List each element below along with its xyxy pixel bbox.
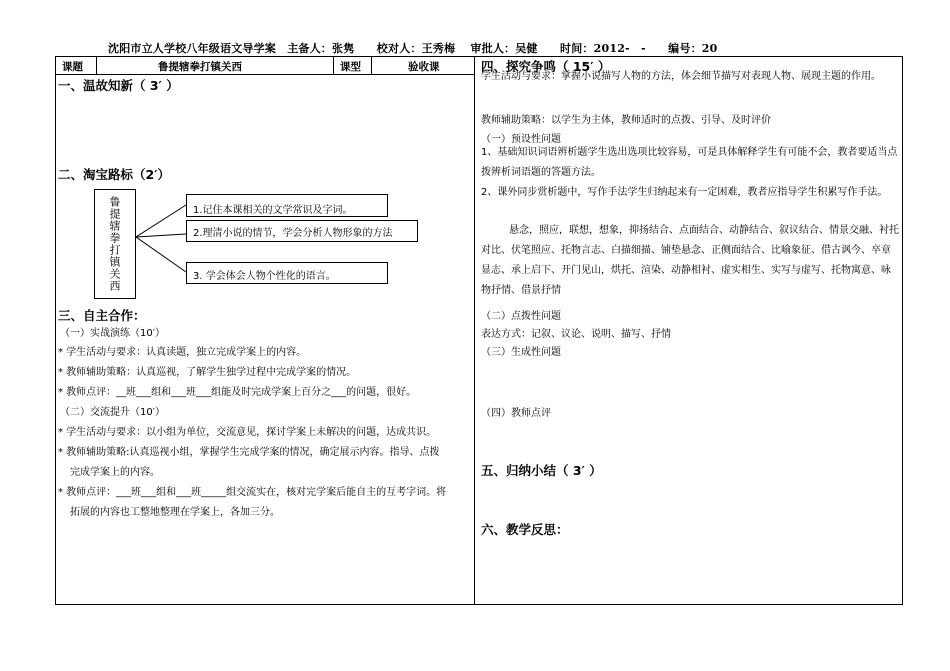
preset-questions-heading: （一）预设性问题	[481, 134, 561, 145]
diagram-item-1	[186, 194, 388, 217]
teacher-strategy: 教师辅助策略：以学生为主体，教师适时的点拨、引导、及时评价	[481, 115, 771, 126]
writing-techniques-list: 悬念，照应，联想，想象，抑扬结合、点面结合、动静结合、叙议结合、情景交融、衬托对比、伏笔照应、托物言志、白描细描、铺垫悬念、正侧面结合、比喻象征、借古讽今、卒章显志、承上启下、开门见山，烘托、渲染、动静相衬、虚实相生、实写与虚写、托物寓意、咏物抒情、借景抒情	[481, 225, 899, 296]
topic-label: 课题	[62, 61, 83, 73]
exchange-line-3: * 教师点评：___班___组和___班_____组交流实在，核对完学案后能自主的互考字词。将	[58, 487, 447, 498]
type-label: 课型	[340, 61, 361, 73]
table-left-border	[55, 56, 56, 605]
section-2-heading: 二、淘宝路标（2′）	[58, 167, 170, 182]
diagram-connectors	[136, 190, 188, 285]
topic-value: 鲁提辖拳打镇关西	[158, 61, 242, 73]
table-top-border	[55, 56, 902, 57]
practice-line-3: * 教师点评：__班___组和___班___组能及时完成学案上百分之___的问题，很好。	[58, 387, 417, 398]
guiding-questions-heading: （二）点拨性问题	[481, 311, 561, 322]
sub-heading-practice: （一）实战演练（10′）	[60, 328, 165, 339]
diagram-item-1-text: 1.记住本课相关的文学常识及字词。	[193, 205, 353, 216]
section-4-heading: 四、探究争鸣（ 15′ ）	[481, 59, 611, 74]
practice-line-1: * 学生活动与要求：认真读题，独立完成学案上的内容。	[58, 347, 307, 358]
exchange-line-2-cont: 完成学案上的内容。	[70, 467, 160, 478]
exchange-line-3-cont: 拓展的内容也工整地整理在学案上，各加三分。	[70, 507, 280, 518]
title-row-bottom-border	[55, 74, 475, 75]
table-right-border	[902, 56, 903, 605]
title-cell-divider-2	[333, 56, 334, 74]
teacher-comment-heading: （四）教师点评	[481, 408, 551, 419]
exchange-line-1: * 学生活动与要求：以小组为单位，交流意见，探讨学案上未解决的问题，达成共识。	[58, 427, 437, 438]
column-divider	[474, 56, 475, 605]
diagram-item-2-text: 2.理清小说的情节，学会分析人物形象的方法	[193, 228, 393, 239]
section-6-heading: 六、教学反思：	[481, 522, 569, 537]
expression-methods: 表达方式：记叙、议论、说明、描写、抒情	[481, 329, 671, 340]
practice-line-2: * 教师辅助策略：认真巡视，了解学生独学过程中完成学案的情况。	[58, 367, 357, 378]
table-bottom-border	[55, 604, 902, 605]
diagram-center-label: 鲁提辖拳打镇关西	[108, 196, 121, 292]
activity-requirements: 学生活动与要求：掌握小说描写人物的方法，体会细节描写对表现人物、展现主题的作用。	[481, 71, 881, 82]
sub-heading-exchange: （二）交流提升（10′）	[60, 407, 165, 418]
title-cell-divider-3	[371, 56, 372, 74]
generative-questions-heading: （三）生成性问题	[481, 347, 561, 358]
type-value: 验收课	[408, 61, 440, 73]
document-header: 沈阳市立人学校八年级语文导学案 主备人：张隽 校对人：王秀梅 审批人：吴健 时间：2012- - 编号：20	[108, 42, 718, 55]
preset-point-2: 2、课外同步赏析题中，写作手法学生归纳起来有一定困难，教者应指导学生积累写作手法。	[481, 187, 888, 198]
preset-point-1: 1、基础知识词语辨析题学生选出选项比较容易，可是具体解释学生有可能不会，教者要适当点拨辨析词语题的答题方法。	[481, 147, 898, 178]
diagram-item-3-text: 3. 学会体会人物个性化的语言。	[193, 271, 336, 282]
section-5-heading: 五、归纳小结（ 3′ ）	[481, 463, 602, 478]
diagram-item-2	[186, 220, 418, 242]
section-1-heading: 一、温故知新（ 3′ ）	[58, 78, 179, 93]
diagram-item-3	[186, 262, 388, 284]
section-3-heading: 三、自主合作：	[58, 308, 146, 323]
exchange-line-2: * 教师辅助策略:认真巡视小组，掌握学生完成学案的情况，确定展示内容。指导、点拨	[58, 447, 440, 458]
diagram-center-box	[94, 189, 136, 299]
title-cell-divider-1	[96, 56, 97, 74]
